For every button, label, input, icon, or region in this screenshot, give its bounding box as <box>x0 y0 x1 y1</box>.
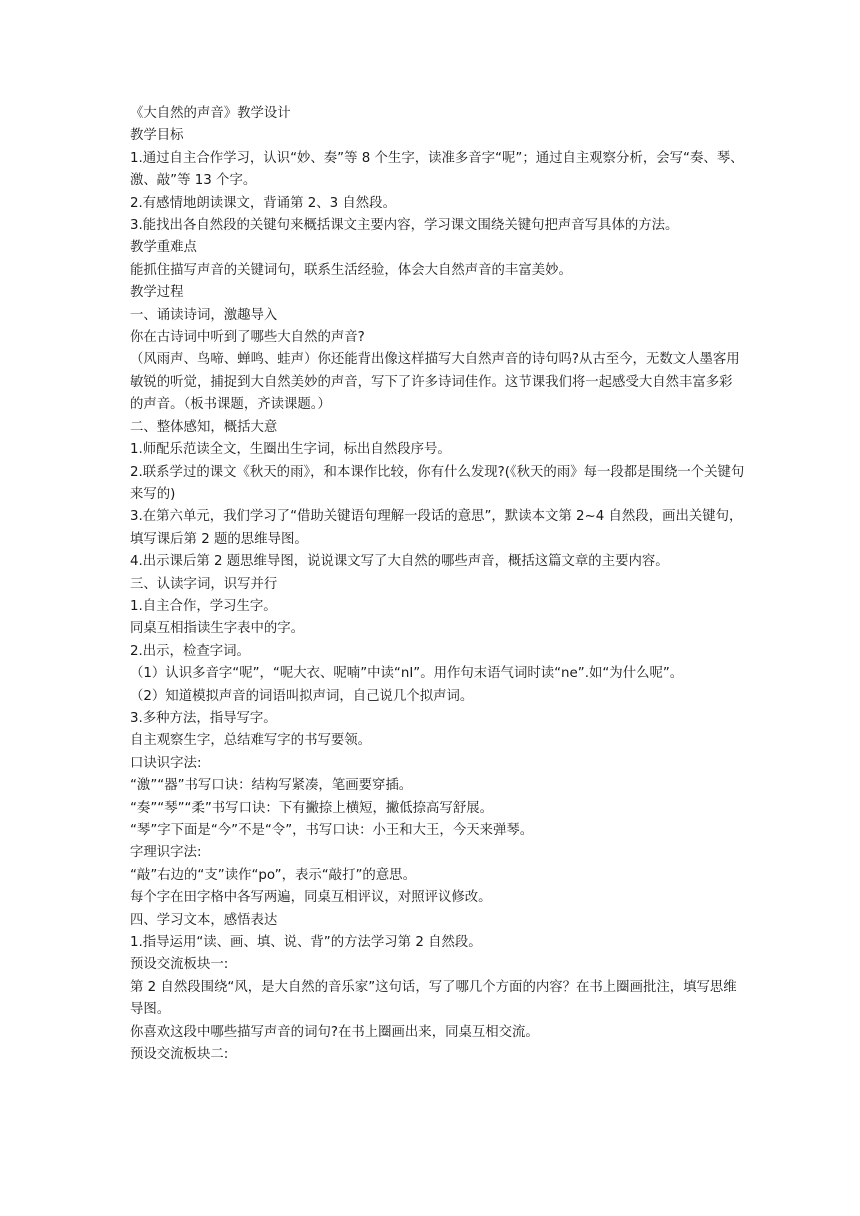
paragraph: 你在古诗词中听到了哪些大自然的声音? <box>130 330 365 346</box>
paragraph: 自主观察生字，总结难写字的书写要领。 <box>130 733 372 749</box>
paragraph: 你喜欢这段中哪些描写声音的词句?在书上圈画出来，同桌互相交流。 <box>130 1024 539 1040</box>
subsection-heading: 二、整体感知，概括大意 <box>130 419 278 435</box>
subsection-heading: 四、学习文本，感悟表达 <box>130 912 278 928</box>
paragraph: 同桌互相指读生字表中的字。 <box>130 621 305 637</box>
paragraph: 2.有感情地朗读课文，背诵第 2、3 自然段。 <box>130 195 396 211</box>
paragraph: 字理识字法: <box>130 845 202 861</box>
paragraph: 每个字在田字格中各写两遍，同桌互相评议，对照评议修改。 <box>130 890 492 906</box>
paragraph: （1）认识多音字“呢”，“呢大衣、呢喃”中读“nI”。用作句末语气词时读“ne”.如“为什么呢”。 <box>130 666 684 682</box>
paragraph: “琴”字下面是“今”不是“令”，书写口诀：小王和大王，今天来弹琴。 <box>130 823 534 838</box>
paragraph: 预设交流板块一: <box>130 957 229 973</box>
document-body <box>130 103 745 1066</box>
paragraph: 1.通过自主合作学习，认识“妙、奏”等 8 个生字，读准多音字“呢”；通过自主观察分析，会写“奏、琴、激、敲”等 13 个字。 <box>130 150 744 189</box>
paragraph: 1.师配乐范读全文，生圈出生字词，标出自然段序号。 <box>130 442 451 458</box>
section-heading-objectives: 教学目标 <box>130 128 184 144</box>
paragraph: 能抓住描写声音的关键词句，联系生活经验，体会大自然声音的丰富美妙。 <box>130 262 572 278</box>
paragraph: “奏”“琴”“柔”书写口诀：下有撇捺上横短，撇低捺高写舒展。 <box>130 800 493 816</box>
paragraph: 1.指导运用“读、画、填、说、背”的方法学习第 2 自然段。 <box>130 935 482 951</box>
section-heading-key-points: 教学重难点 <box>130 240 197 256</box>
paragraph: “敲”右边的“支”读作“po”，表示“敲打”的意思。 <box>130 867 416 883</box>
paragraph: 3.能找出各自然段的关键句来概括课文主要内容，学习课文围绕关键句把声音写具体的方法。 <box>130 218 679 234</box>
paragraph: 第 2 自然段围绕“风，是大自然的音乐家”这句话，写了哪几个方面的内容？在书上圈画批注，填写思维导图。 <box>130 979 737 1018</box>
section-heading-process: 教学过程 <box>130 285 184 301</box>
paragraph: （2）知道模拟声音的词语叫拟声词，自己说几个拟声词。 <box>130 688 474 704</box>
paragraph: 4.出示课后第 2 题思维导图，说说课文写了大自然的哪些声音，概括这篇文章的主要内容。 <box>130 554 669 570</box>
paragraph: 口诀识字法: <box>130 755 202 771</box>
paragraph: 2.出示，检查字词。 <box>130 643 250 659</box>
paragraph: 预设交流板块二: <box>130 1047 229 1063</box>
paragraph: “激”“器”书写口诀：结构写紧凑，笔画要穿插。 <box>130 778 413 794</box>
subsection-heading: 三、认读字词，识写并行 <box>130 576 278 592</box>
document-title: 《大自然的声音》教学设计 <box>130 106 291 121</box>
subsection-heading: 一、诵读诗词，激趣导入 <box>130 307 278 323</box>
paragraph: （风雨声、鸟啼、蝉鸣、蛙声）你还能背出像这样描写大自然声音的诗句吗?从古至今，无数文人墨客用敏锐的听觉，捕捉到大自然美妙的声音，写下了许多诗词佳作。这节课我们将一起感受大自然丰富多彩的声音。（板书课题，齐读课题。） <box>130 352 740 413</box>
paragraph: 1.自主合作，学习生字。 <box>130 598 277 614</box>
paragraph: 3.多种方法，指导写字。 <box>130 710 277 726</box>
paragraph: 2.联系学过的课文《秋天的雨》，和本课作比较，你有什么发现?(《秋天的雨》每一段都是围绕一个关键句来写的) <box>130 464 745 502</box>
paragraph: 3.在第六单元，我们学习了“借助关键语句理解一段话的意思”，默读本文第 2~4 自然段，画出关键句，填写课后第 2 题的思维导图。 <box>130 509 743 547</box>
